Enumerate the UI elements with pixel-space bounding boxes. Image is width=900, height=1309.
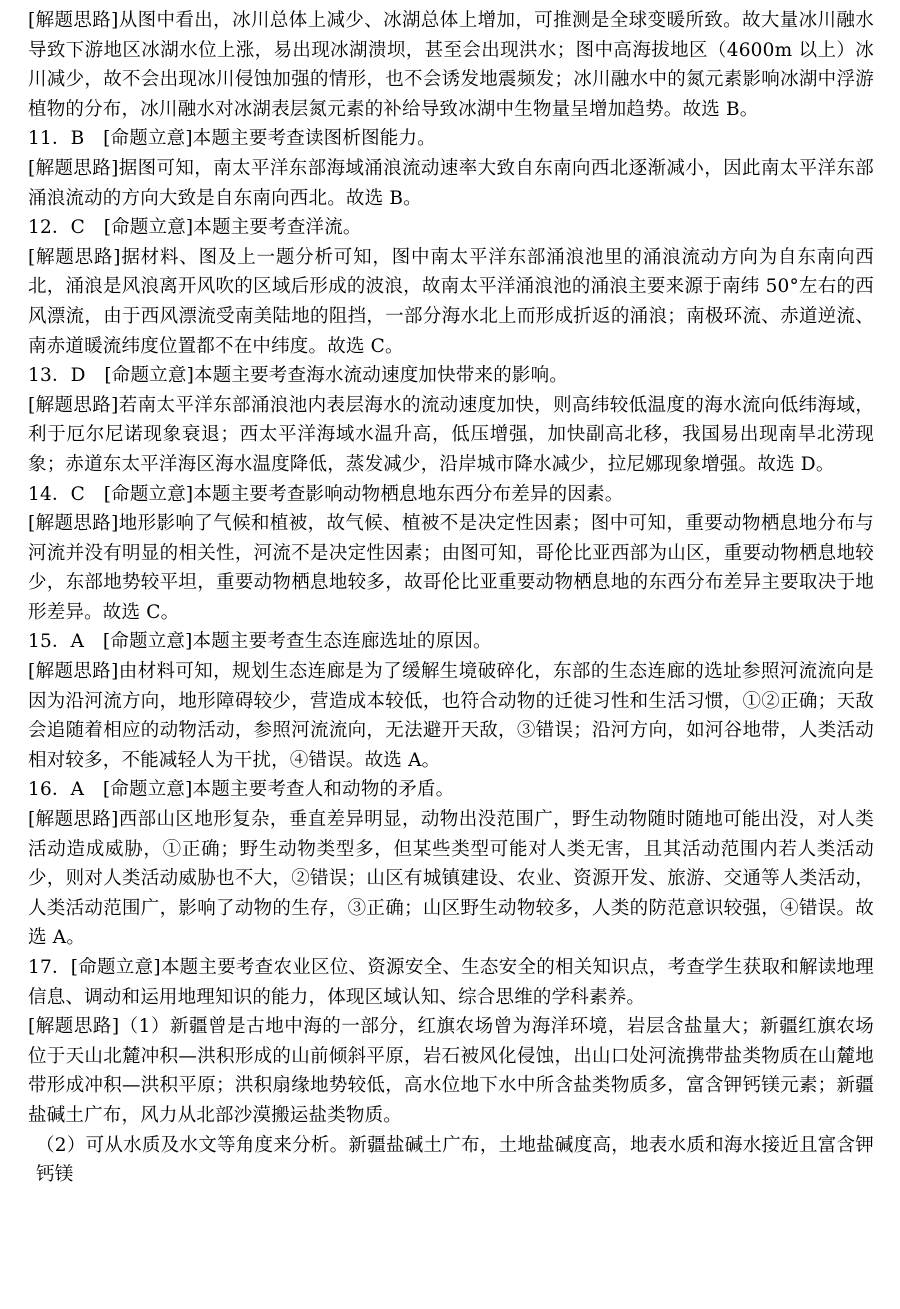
- answer-explanation-14: [解题思路]地形影响了气候和植被，故气候、植被不是决定性因素；图中可知，重要动物栖息地分布与河流并没有明显的相关性，河流不是决定性因素；由图可知，哥伦比亚西部为山区，重要动物栖息地较少，东部地势较平坦，重要动物栖息地较多，故哥伦比亚重要动物栖息地的东西分布差异主要取决于地形差异。故选 C。: [28, 513, 874, 623]
- answer-explanation-12: [解题思路]据材料、图及上一题分析可知，图中南太平洋东部涌浪池里的涌浪流动方向为自东南向西北，涌浪是风浪离开风吹的区域后形成的波浪，故南太平洋涌浪池的涌浪主要来源于南纬 50°左右的西风漂流，由于西风漂流受南美陆地的阻挡，一部分海水北上而形成折返的涌浪；南极环流、赤道逆流、南赤道暖流纬度位置都不在中纬度。故选 C。: [28, 246, 874, 357]
- answer-header-14: 14．C [命题立意]本题主要考查影响动物栖息地东西分布差异的因素。: [28, 483, 624, 505]
- answer-explanation-16: [解题思路]西部山区地形复杂，垂直差异明显，动物出没范围广，野生动物随时随地可能出没，对人类活动造成威胁，①正确；野生动物类型多，但某些类型可能对人类无害，且其活动范围内若人类活动少，则对人类活动威胁也不大，②错误；山区有城镇建设、农业、资源开发、旅游、交通等人类活动，人类活动范围广，影响了动物的生存，③正确；山区野生动物较多，人类的防范意识较强，④错误。故选 A。: [28, 809, 874, 949]
- answer-header-12: 12．C [命题立意]本题主要考查洋流。: [28, 217, 362, 239]
- answer-header-17: 17．[命题立意]本题主要考查农业区位、资源安全、生态安全的相关知识点，考查学生获取和解读地理信息、调动和运用地理知识的能力，体现区域认知、综合思维的学科素养。: [28, 957, 874, 1008]
- answer-explanation-15: [解题思路]由材料可知，规划生态连廊是为了缓解生境破碎化，东部的生态连廊的选址参照河流流向是因为沿河流方向，地形障碍较少，营造成本较低，也符合动物的迁徙习性和生活习惯，①②正确；天敌会追随着相应的动物活动，参照河流流向，无法避开天敌，③错误；沿河方向，如河谷地带，人类活动相对较多，不能减轻人为干扰，④错误。故选 A。: [28, 661, 874, 771]
- answer-header-13: 13．D [命题立意]本题主要考查海水流动速度加快带来的影响。: [28, 365, 569, 387]
- answer-header-16: 16．A [命题立意]本题主要考查人和动物的矛盾。: [28, 779, 455, 801]
- answer-explanation-11: [解题思路]据图可知，南太平洋东部海域涌浪流动速率大致自东南向西北逐渐减小，因此南太平洋东部涌浪流动的方向大致是自东南向西北。故选 B。: [28, 157, 874, 209]
- answer-explanation-17-part-1: [解题思路]（1）新疆曾是古地中海的一部分，红旗农场曾为海洋环境，岩层含盐量大；新疆红旗农场位于天山北麓冲积—洪积形成的山前倾斜平原，岩石被风化侵蚀，出山口处河流携带盐类物质在山麓地带形成冲积—洪积平原；洪积扇缘地势较低，高水位地下水中所含盐类物质多，富含钾钙镁元素；新疆盐碱土广布，风力从北部沙漠搬运盐类物质。: [28, 1016, 874, 1126]
- answer-header-11: 11．B [命题立意]本题主要考查读图析图能力。: [28, 128, 436, 150]
- answer-explanation-13: [解题思路]若南太平洋东部涌浪池内表层海水的流动速度加快，则高纬较低温度的海水流向低纬海域，利于厄尔尼诺现象衰退；西太平洋海域水温升高，低压增强，加快副高北移，我国易出现南旱北涝现象；赤道东太平洋海区海水温度降低，蒸发减少，沿岸城市降水减少，拉尼娜现象增强。故选 D。: [28, 394, 874, 475]
- answer-explanation-10: [解题思路]从图中看出，冰川总体上减少、冰湖总体上增加，可推测是全球变暖所致。故大量冰川融水导致下游地区冰湖水位上涨，易出现冰湖溃坝，甚至会出现洪水；图中高海拔地区（4600m 以上）冰川减少，故不会出现冰川侵蚀加强的情形，也不会诱发地震频发；冰川融水中的氮元素影响冰湖中浮游植物的分布，冰川融水对冰湖表层氮元素的补给导致冰湖中生物量呈增加趋势。故选 B。: [28, 10, 874, 120]
- answer-explanation-17-part-2: （2）可从水质及水文等角度来分析。新疆盐碱土广布，土地盐碱度高，地表水质和海水接近且富含钾钙镁: [36, 1134, 874, 1186]
- answer-header-15: 15．A [命题立意]本题主要考查生态连廊选址的原因。: [28, 631, 492, 653]
